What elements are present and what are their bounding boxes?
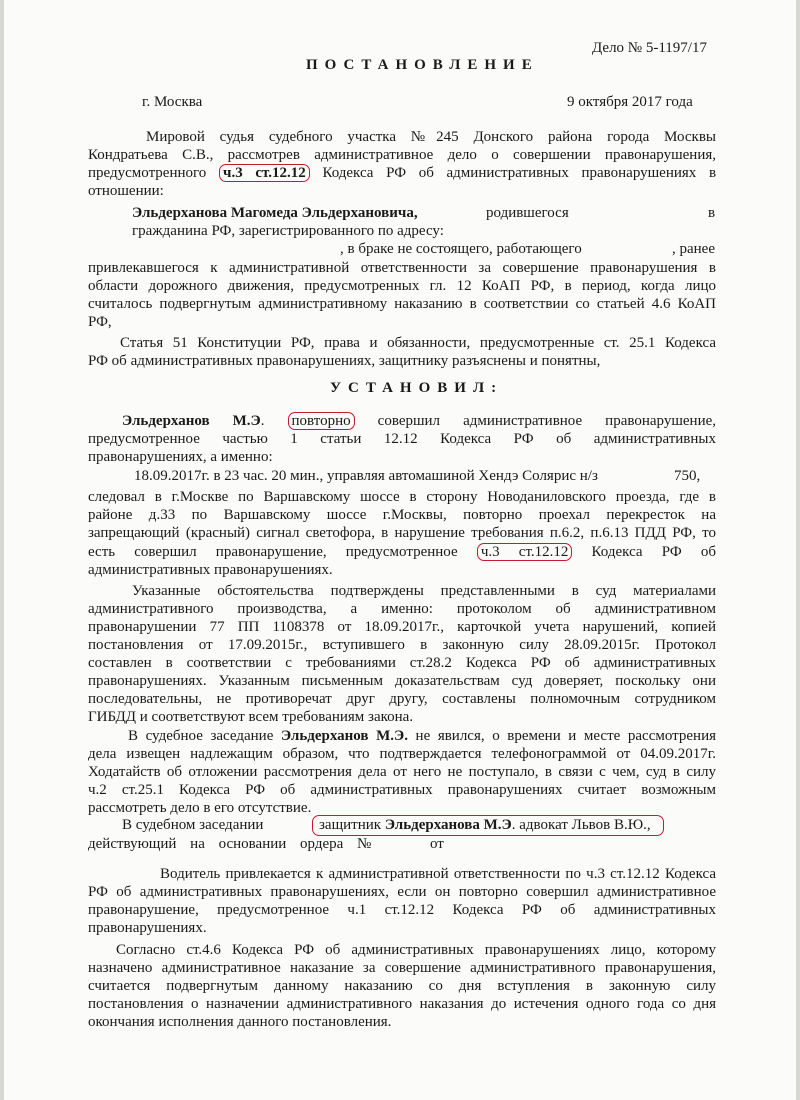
p5-line-1: Водитель привлекается к административной ответственности по ч.3 ст.12.12 Кодекса	[160, 866, 716, 882]
p3-line-5: рассмотреть дело в его отсутствие.	[88, 800, 312, 816]
person-line-5: области дорожного движения, предусмотренных гл. 12 КоАП РФ, в период, когда лицо	[88, 278, 716, 294]
city: г. Москва	[142, 94, 203, 110]
repeat-highlight: повторно	[288, 412, 355, 430]
person-line-3-end: , ранее	[672, 241, 716, 257]
intro-line-1: Мировой судья судебного участка №245 Донского района города Москвы	[146, 129, 716, 145]
intro-line-3: предусмотренного ч.3 ст.12.12 Кодекса РФ об административных правонарушениях в	[88, 165, 717, 181]
p2-line-5: составлен в соответствии с требованиями ст.28.2 Кодекса РФ об административных	[88, 655, 716, 671]
p2-line-7: последовательны, не противоречат друг другу, составлены полномочным сотрудником	[88, 691, 716, 707]
document-date: 9 октября 2017 года	[567, 94, 693, 110]
p6-line-1: Согласно ст.4.6 Кодекса РФ об административных правонарушениях лицо, которому	[116, 942, 716, 958]
p2-line-8: ГИБДД и соответствуют всем требованиям закона.	[88, 709, 414, 725]
p3-line-2: дела извещен надлежащим образом, что подтверждается телефонограммой от 04.09.2017г.	[88, 746, 716, 762]
rights-line-2: РФ об административных правонарушениях, защитнику разъяснены и понятны,	[88, 353, 601, 369]
person-line-2: гражданина РФ, зарегистрированного по адресу:	[132, 223, 444, 239]
p4-line-2: действующий на основании ордера №	[88, 836, 372, 852]
p2-line-4: постановления от 17.09.2015г., вступившего в законную силу 28.09.2015г. Протокол	[88, 637, 716, 653]
p5-line-2: РФ об административных правонарушениях, если он повторно совершил административное	[88, 884, 716, 900]
p1-line-5: следовал в г.Москве по Варшавскому шоссе в сторону Новоданиловского проезда, где в	[88, 489, 716, 505]
article-highlight-2: ч.3 ст.12.12	[477, 543, 573, 561]
defender-highlight: защитник Эльдерханова М.Э. адвокат Львов В.Ю.,	[312, 815, 664, 836]
p4-line-2-from: от	[430, 836, 444, 852]
p1-line-7: запрещающий (красный) сигнал светофора, в нарушение требования п.6.2, п.6.13 ПДД РФ, то	[88, 525, 716, 541]
p6-line-5: окончания исполнения данного постановления.	[88, 1014, 392, 1030]
p5-line-3: правонарушение, предусмотренное ч.1 ст.12.12 Кодекса РФ об административных	[88, 902, 716, 918]
p1-line-8: есть совершил правонарушение, предусмотренное ч.3 ст.12.12 Кодекса РФ об	[88, 544, 716, 560]
intro-line-4: отношении:	[88, 183, 164, 199]
rights-line-1: Статья 51 Конституции РФ, права и обязанности, предусмотренные ст. 25.1 Кодекса	[120, 335, 716, 351]
p2-line-1: Указанные обстоятельства подтверждены представленными в суд материалами	[132, 583, 716, 599]
p6-line-2: назначено административное наказание за совершение административного правонарушения,	[88, 960, 716, 976]
intro-line-2: Кондратьева С.В., рассмотрев административное дело о совершении правонарушения,	[88, 147, 716, 163]
p5-line-4: правонарушениях.	[88, 920, 207, 936]
p1-plate-number: 750,	[674, 468, 701, 484]
p2-line-6: правонарушениях. Указанным письменным доказательствам суд доверяет, поскольку они	[88, 673, 716, 689]
established-heading: УСТАНОВИЛ:	[330, 380, 504, 396]
p3-line-3: Ходатайств об отложении рассмотрения дела от него не поступало, в связи с чем, суд в силу	[88, 764, 716, 780]
p3-line-4: ч.2 ст.25.1 Кодекса РФ об административных правонарушениях считает возможным	[88, 782, 716, 798]
scan-edge-right	[796, 0, 800, 1100]
case-number: Дело № 5-1197/17	[592, 40, 707, 56]
p2-line-3: правонарушении 77 ПП 1108378 от 18.09.2017г., карточкой учета нарушений, копией	[88, 619, 716, 635]
p3-line-1: В судебное заседание Эльдерханов М.Э. не явился, о времени и месте рассмотрения	[128, 728, 717, 744]
p1-line-2: предусмотренное частью 1 статьи 12.12 Кодекса РФ об административных	[88, 431, 716, 447]
scan-edge-left	[0, 0, 4, 1100]
p1-line-6: районе д.33 по Варшавскому шоссе г.Москвы, повторно проехал перекресток на	[88, 507, 716, 523]
p6-line-4: постановления о назначении административного наказания до истечения одного года со дня	[88, 996, 716, 1012]
person-in: в	[708, 205, 716, 221]
person-born: родившегося	[486, 205, 569, 221]
p6-line-3: считается подвергнутым данному наказанию со дня вступления в законную силу	[88, 978, 716, 994]
person-line-7: РФ,	[88, 314, 112, 330]
document-title: ПОСТАНОВЛЕНИЕ	[306, 57, 539, 73]
article-highlight-1: ч.3 ст.12.12	[219, 164, 310, 182]
p1-line-3: правонарушениях, а именно:	[88, 449, 273, 465]
p1-line-1: Эльдерханов М.Э. повторно совершил административное правонарушение,	[122, 413, 717, 429]
p2-line-2: административного производства, а именно: протоколом об административном	[88, 601, 716, 617]
person-name: Эльдерханова Магомеда Эльдерхановича,	[132, 205, 418, 221]
person-line-6: считалось подвергнутым административному наказанию в соответствии со статьей 4.6 КоАП	[88, 296, 716, 312]
p4-line-1-pre: В судебном заседании	[122, 817, 264, 833]
p1-line-4: 18.09.2017г. в 23 час. 20 мин., управляя автомашиной Хендэ Солярис н/з	[134, 468, 598, 484]
person-line-4: привлекавшегося к административной ответственности за совершение правонарушения в	[88, 260, 716, 276]
person-line-3: , в браке не состоящего, работающего	[340, 241, 582, 257]
p1-line-9: административных правонарушениях.	[88, 562, 333, 578]
